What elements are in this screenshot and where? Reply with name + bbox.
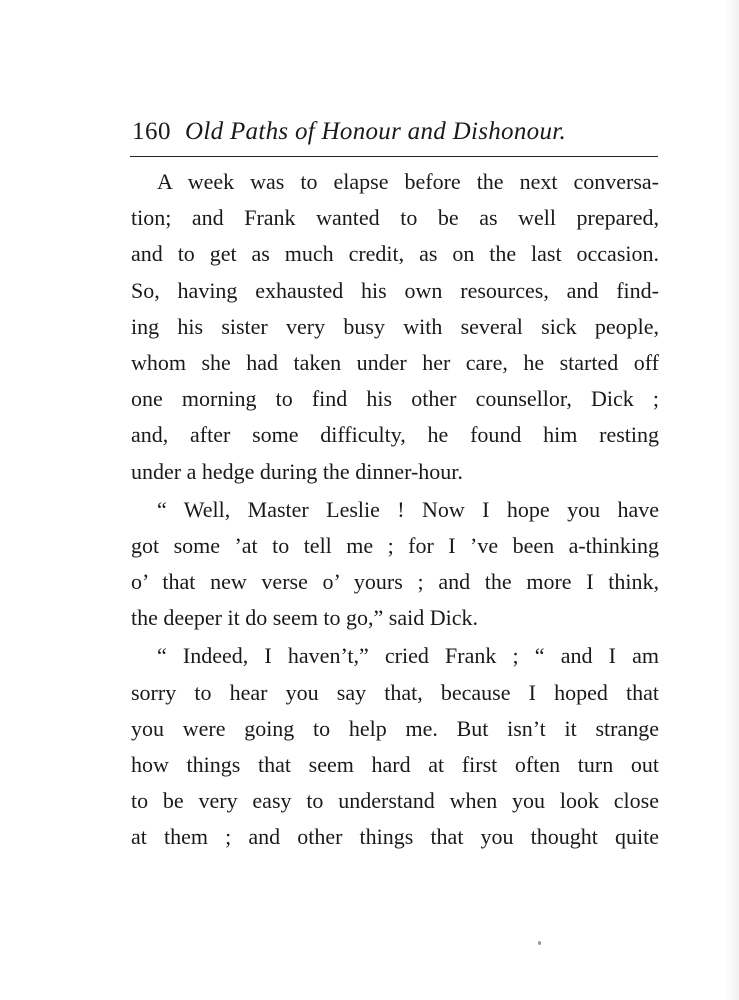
- text-line: at them ; and other things that you thought quite: [131, 824, 659, 850]
- paper-speck: [538, 941, 541, 945]
- text-line: and to get as much credit, as on the last occasion.: [131, 241, 659, 267]
- running-head: [132, 112, 660, 152]
- text-line: one morning to find his other counsellor, Dick ;: [131, 386, 659, 412]
- text-line: how things that seem hard at first often turn out: [131, 752, 659, 777]
- text-line: and, after some difficulty, he found him resting: [131, 422, 659, 448]
- text-line: o’ that new verse o’ yours ; and the more I think,: [131, 569, 659, 595]
- text-line: A week was to elapse before the next conversa-: [157, 169, 659, 194]
- text-line: “ Indeed, I haven’t,” cried Frank ; “ and I am: [157, 643, 659, 669]
- book-title: Old Paths of Honour and Dishonour.: [185, 118, 567, 145]
- text-line: you were going to help me. But isn’t it strange: [131, 715, 659, 741]
- text-line: the deeper it do seem to go,” said Dick.: [131, 605, 479, 631]
- text-line: sorry to hear you say that, because I hoped that: [131, 679, 659, 705]
- text-line: ing his sister very busy with several sick people,: [131, 313, 659, 339]
- text-line: So, having exhausted his own resources, and find-: [131, 277, 659, 303]
- body-text: [131, 164, 659, 856]
- header-rule: [130, 156, 658, 157]
- page-edge-shadow: [725, 0, 739, 1000]
- page-number: 160: [132, 118, 171, 145]
- text-line: under a hedge during the dinner-hour.: [131, 458, 463, 484]
- text-line: whom she had taken under her care, he started off: [131, 349, 659, 375]
- text-line: “ Well, Master Leslie ! Now I hope you have: [157, 496, 659, 522]
- text-line: tion; and Frank wanted to be as well prepared,: [131, 205, 659, 231]
- text-line: to be very easy to understand when you look close: [131, 788, 659, 814]
- text-line: got some ’at to tell me ; for I ’ve been a-thinking: [131, 532, 659, 558]
